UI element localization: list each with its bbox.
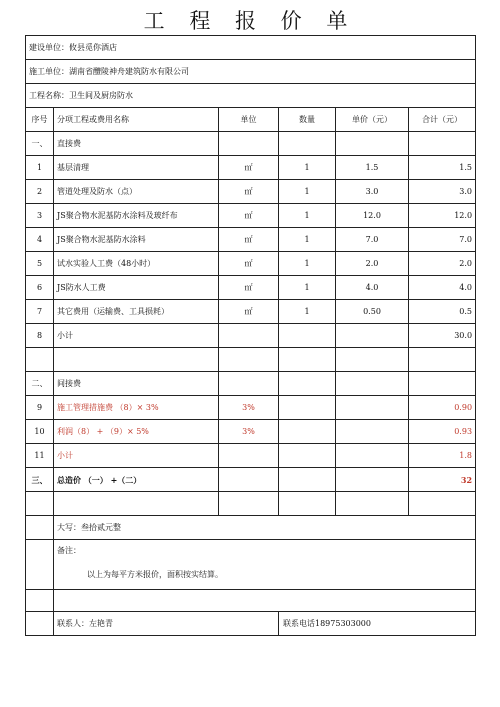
notes-label: 备注： <box>57 546 81 555</box>
header-total: 合计（元） <box>409 108 476 132</box>
contractor-row <box>26 60 476 84</box>
row-name: 试水实验人工费（48小时） <box>54 252 219 276</box>
subtotal-label: 小计 <box>54 444 219 468</box>
grand-total-value: 32 <box>409 468 476 492</box>
row-qty: 1 <box>279 276 336 300</box>
quote-table <box>25 35 476 636</box>
row-total: 3.0 <box>409 180 476 204</box>
header-row <box>26 108 476 132</box>
notes-row <box>26 540 476 590</box>
project-cell: 工程名称：卫生间及厨房防水 <box>26 84 476 108</box>
header-name: 分项工程或费用名称 <box>54 108 219 132</box>
subtotal-seq: 8 <box>26 324 54 348</box>
row-qty: 1 <box>279 204 336 228</box>
row-seq: 4 <box>26 228 54 252</box>
row-total: 0.5 <box>409 300 476 324</box>
row-price: 12.0 <box>336 204 409 228</box>
row-unit: 3% <box>219 396 279 420</box>
section-seq: 一、 <box>26 132 54 156</box>
grand-label: 总造价 （一） +（二） <box>54 468 219 492</box>
row-name: 利润（8） + （9）× 5% <box>54 420 219 444</box>
header-unit: 单位 <box>219 108 279 132</box>
row-unit: ㎡ <box>219 276 279 300</box>
row-total: 0.93 <box>409 420 476 444</box>
row-price: 7.0 <box>336 228 409 252</box>
row-seq: 10 <box>26 420 54 444</box>
contractor-cell: 施工单位：湖南省醴陵神舟建筑防水有限公司 <box>26 60 476 84</box>
grand-seq: 三、 <box>26 468 54 492</box>
row-qty: 1 <box>279 228 336 252</box>
project-row <box>26 84 476 108</box>
table-row <box>26 180 476 204</box>
capital-amount: 大写：叁拾贰元整 <box>54 516 476 540</box>
section-row <box>26 132 476 156</box>
section-name: 间接费 <box>54 372 219 396</box>
subtotal-label: 小计 <box>54 324 219 348</box>
row-name: JS聚合物水泥基防水涂料及玻纤布 <box>54 204 219 228</box>
row-qty: 1 <box>279 300 336 324</box>
builder-cell: 建设单位：攸县觅你酒店 <box>26 36 476 60</box>
empty-row <box>26 348 476 372</box>
row-name: 其它费用（运输费、工具损耗） <box>54 300 219 324</box>
notes-text: 以上为每平方米报价，面积按实结算。 <box>87 570 223 579</box>
header-qty: 数量 <box>279 108 336 132</box>
table-row <box>26 252 476 276</box>
row-qty: 1 <box>279 252 336 276</box>
row-seq: 6 <box>26 276 54 300</box>
row-name: JS防水人工费 <box>54 276 219 300</box>
row-unit: ㎡ <box>219 252 279 276</box>
row-total: 7.0 <box>409 228 476 252</box>
grand-total-row <box>26 468 476 492</box>
table-row <box>26 156 476 180</box>
subtotal-seq: 11 <box>26 444 54 468</box>
row-total: 0.90 <box>409 396 476 420</box>
spacer-row <box>26 590 476 612</box>
contact-person: 联系人：左艳青 <box>54 612 279 636</box>
row-price: 4.0 <box>336 276 409 300</box>
row-total: 2.0 <box>409 252 476 276</box>
row-unit: ㎡ <box>219 228 279 252</box>
row-name: JS聚合物水泥基防水涂料 <box>54 228 219 252</box>
row-unit: 3% <box>219 420 279 444</box>
table-row <box>26 300 476 324</box>
indirect-row <box>26 420 476 444</box>
row-name: 管道处理及防水（点） <box>54 180 219 204</box>
row-seq: 1 <box>26 156 54 180</box>
row-name: 施工管理措施费 （8）× 3% <box>54 396 219 420</box>
header-seq: 序号 <box>26 108 54 132</box>
table-row <box>26 204 476 228</box>
row-seq: 9 <box>26 396 54 420</box>
subtotal-value: 1.8 <box>409 444 476 468</box>
section-row <box>26 372 476 396</box>
row-unit: ㎡ <box>219 180 279 204</box>
row-price: 0.50 <box>336 300 409 324</box>
row-price: 3.0 <box>336 180 409 204</box>
row-qty: 1 <box>279 180 336 204</box>
subtotal-value: 30.0 <box>409 324 476 348</box>
builder-row <box>26 36 476 60</box>
row-unit: ㎡ <box>219 156 279 180</box>
subtotal-row <box>26 444 476 468</box>
row-total: 12.0 <box>409 204 476 228</box>
row-seq: 5 <box>26 252 54 276</box>
indirect-row <box>26 396 476 420</box>
capital-row <box>26 516 476 540</box>
table-row <box>26 276 476 300</box>
empty-row <box>26 492 476 516</box>
contact-row <box>26 612 476 636</box>
section-name: 直接费 <box>54 132 219 156</box>
row-seq: 3 <box>26 204 54 228</box>
contact-phone: 联系电话18975303000 <box>279 612 476 636</box>
row-price: 1.5 <box>336 156 409 180</box>
row-total: 4.0 <box>409 276 476 300</box>
page-title: 工 程 报 价 单 <box>143 9 357 33</box>
row-seq: 2 <box>26 180 54 204</box>
section-seq: 二、 <box>26 372 54 396</box>
row-unit: ㎡ <box>219 204 279 228</box>
row-unit: ㎡ <box>219 300 279 324</box>
row-total: 1.5 <box>409 156 476 180</box>
header-price: 单价（元） <box>336 108 409 132</box>
table-row <box>26 228 476 252</box>
row-name: 基层清理 <box>54 156 219 180</box>
row-price: 2.0 <box>336 252 409 276</box>
row-qty: 1 <box>279 156 336 180</box>
subtotal-row <box>26 324 476 348</box>
row-seq: 7 <box>26 300 54 324</box>
